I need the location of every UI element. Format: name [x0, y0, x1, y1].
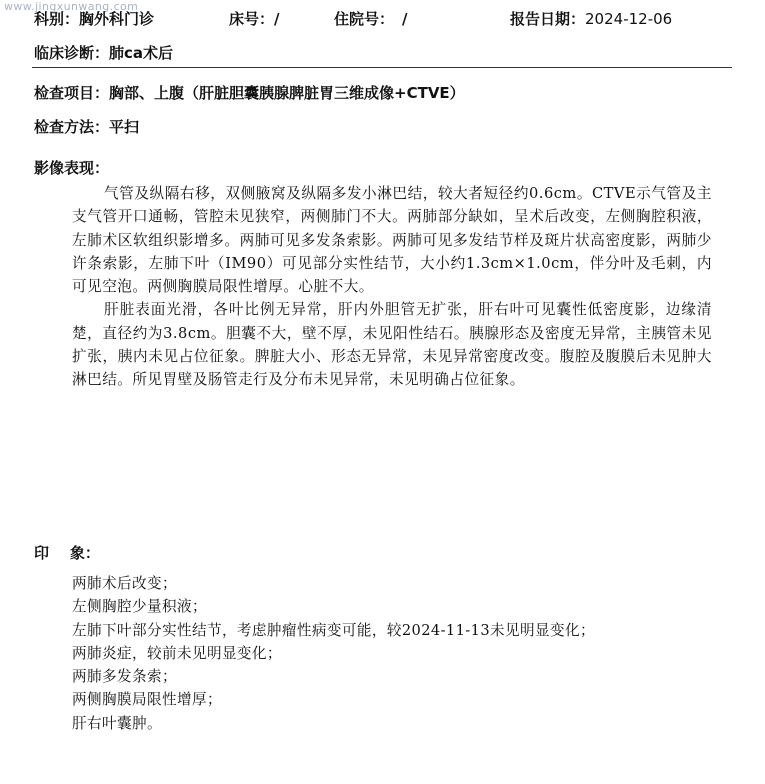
exam-item-value: 胸部、上腹（肝脏胆囊胰腺脾脏胃三维成像+CTVE） [109, 84, 465, 102]
report-date-label: 报告日期： [510, 10, 586, 28]
exam-item [34, 82, 465, 103]
impression-item: 左侧胸腔少量积液； [72, 598, 207, 616]
admission-label: 住院号： [334, 10, 395, 28]
admission-field [334, 8, 408, 29]
impression-item: 两侧胸膜局限性增厚； [72, 691, 222, 709]
findings-label: 影像表现： [34, 159, 110, 177]
report-date-field [510, 8, 672, 29]
impression-label: 印 象： [34, 544, 100, 562]
bed-field [229, 8, 280, 29]
admission-value: / [402, 10, 408, 28]
bed-label: 床号： [229, 10, 275, 28]
clinical-diagnosis-label: 临床诊断： [34, 44, 110, 62]
clinical-diagnosis-value: 肺ca术后 [109, 44, 174, 62]
findings-paragraph-abdomen: 肝脏表面光滑，各叶比例无异常，肝内外胆管无扩张，肝右叶可见囊性低密度影，边缘清楚，直径约为3.8cm。胆囊不大，壁不厚，未见阳性结石。胰腺形态及密度无异常，主胰管未见扩张，胰内未见占位征象。脾脏大小、形态无异常，未见异常密度改变。腹腔及腹膜后未见肿大淋巴结。所见胃壁及肠管走行及分布未见异常，未见明确占位征象。 [72, 301, 712, 389]
findings-body [72, 182, 712, 392]
dept-field [34, 8, 154, 29]
exam-method-value: 平扫 [109, 118, 140, 136]
bed-value: / [274, 10, 280, 28]
impression-list [72, 572, 595, 735]
impression-item: 左肺下叶部分实性结节，考虑肿瘤性病变可能，较2024-11-13未见明显变化； [72, 621, 595, 639]
exam-method-label: 检查方法： [34, 118, 110, 136]
dept-value: 胸外科门诊 [79, 10, 155, 28]
findings-paragraph-chest: 气管及纵隔右移，双侧腋窝及纵隔多发小淋巴结，较大者短径约0.6cm。CTVE示气管及主支气管开口通畅，管腔未见狭窄，两侧肺门不大。两肺部分缺如，呈术后改变，左侧胸腔积液，左肺术区软组织影增多。两肺可见多发条索影。两肺可见多发结节样及斑片状高密度影，两肺少许条索影，左肺下叶（IM90）可见部分实性结节，大小约1.3cm×1.0cm，伴分叶及毛刺，内可见空泡。两侧胸膜局限性增厚。心脏不大。 [72, 185, 712, 296]
watermark: www.jingxunwang.com [4, 0, 139, 13]
dept-label: 科别： [34, 10, 80, 28]
exam-method [34, 116, 139, 137]
header-divider [32, 67, 732, 68]
impression-item: 两肺炎症，较前未见明显变化； [72, 644, 282, 662]
exam-item-label: 检查项目： [34, 84, 110, 102]
impression-item: 两肺术后改变； [72, 575, 177, 592]
impression-item: 肝右叶囊肿。 [72, 714, 162, 732]
impression-item: 两肺多发条索； [72, 668, 177, 686]
clinical-diagnosis [34, 42, 173, 63]
report-date-value: 2024-12-06 [585, 10, 673, 28]
